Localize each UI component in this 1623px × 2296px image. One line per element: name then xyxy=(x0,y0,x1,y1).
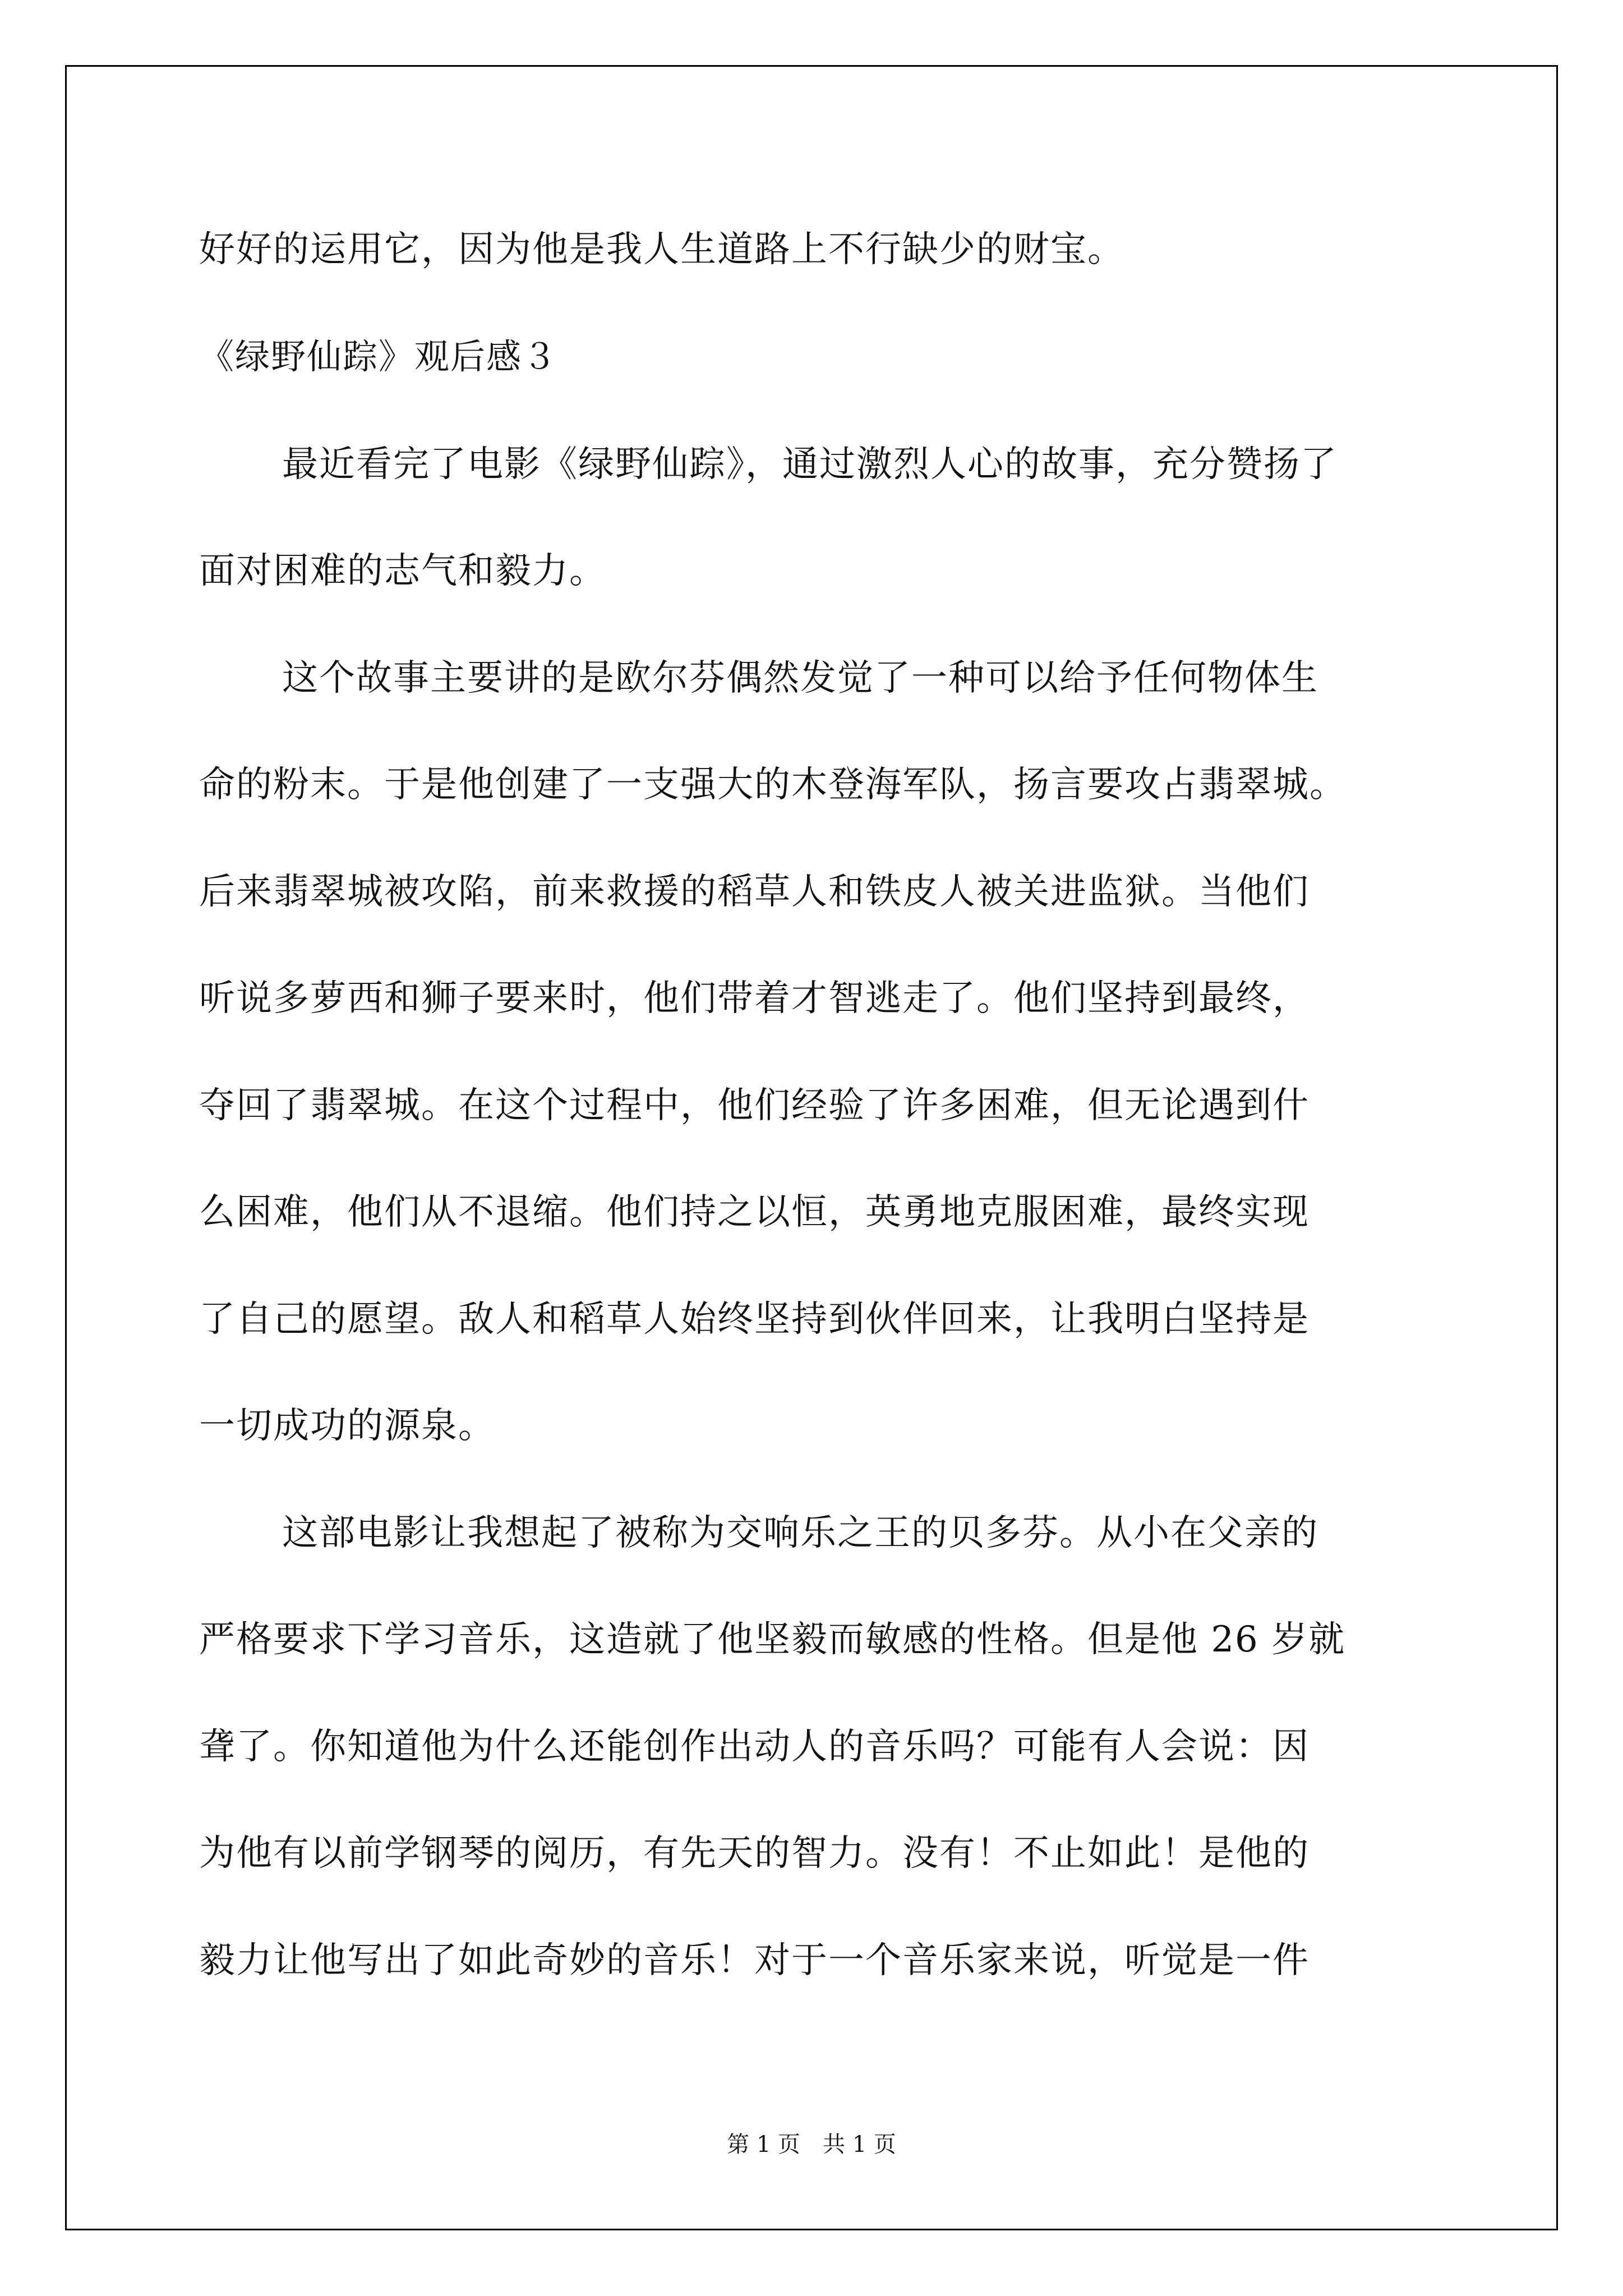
page-border xyxy=(65,65,1558,2230)
text-line-11: 了自己的愿望。敌人和稻草人始终坚持到伙伴回来，让我明白坚持是 xyxy=(199,1299,1310,1340)
text-line-12: 一切成功的源泉。 xyxy=(199,1405,495,1447)
text-line-9: 夺回了翡翠城。在这个过程中，他们经验了许多困难，但无论遇到什 xyxy=(199,1085,1310,1126)
page-footer: 第 1 页 共 1 页 xyxy=(727,2132,896,2157)
text-line-15: 聋了。你知道他为什么还能创作出动人的音乐吗？可能有人会说：因 xyxy=(199,1726,1310,1768)
text-line-8: 听说多萝西和狮子要来时，他们带着才智逃走了。他们坚持到最终， xyxy=(199,978,1310,1019)
text-line-6: 命的粉末。于是他创建了一支强大的木登海军队，扬言要攻占翡翠城。 xyxy=(199,764,1347,806)
text-line-10: 么困难，他们从不退缩。他们持之以恒，英勇地克服困难，最终实现 xyxy=(199,1191,1310,1233)
text-line-5: 这个故事主要讲的是欧尔芬偶然发觉了一种可以给予任何物体生 xyxy=(282,657,1318,699)
text-line-1: 好好的运用它，因为他是我人生道路上不行缺少的财宝。 xyxy=(199,229,1124,270)
section-heading: 《绿野仙踪》观后感３ xyxy=(199,336,559,377)
text-line-3: 最近看完了电影《绿野仙踪》，通过激烈人心的故事，充分赞扬了 xyxy=(282,444,1338,485)
text-line-16: 为他有以前学钢琴的阅历，有先天的智力。没有！不止如此！是他的 xyxy=(199,1833,1310,1874)
text-line-13: 这部电影让我想起了被称为交响乐之王的贝多芬。从小在父亲的 xyxy=(282,1512,1318,1554)
text-line-4: 面对困难的志气和毅力。 xyxy=(199,550,606,592)
text-line-7: 后来翡翠城被攻陷，前来救援的稻草人和铁皮人被关进监狱。当他们 xyxy=(199,871,1310,913)
text-line-14: 严格要求下学习音乐，这造就了他坚毅而敏感的性格。但是他 26 岁就 xyxy=(199,1619,1346,1660)
text-line-17: 毅力让他写出了如此奇妙的音乐！对于一个音乐家来说，听觉是一件 xyxy=(199,1940,1310,1981)
